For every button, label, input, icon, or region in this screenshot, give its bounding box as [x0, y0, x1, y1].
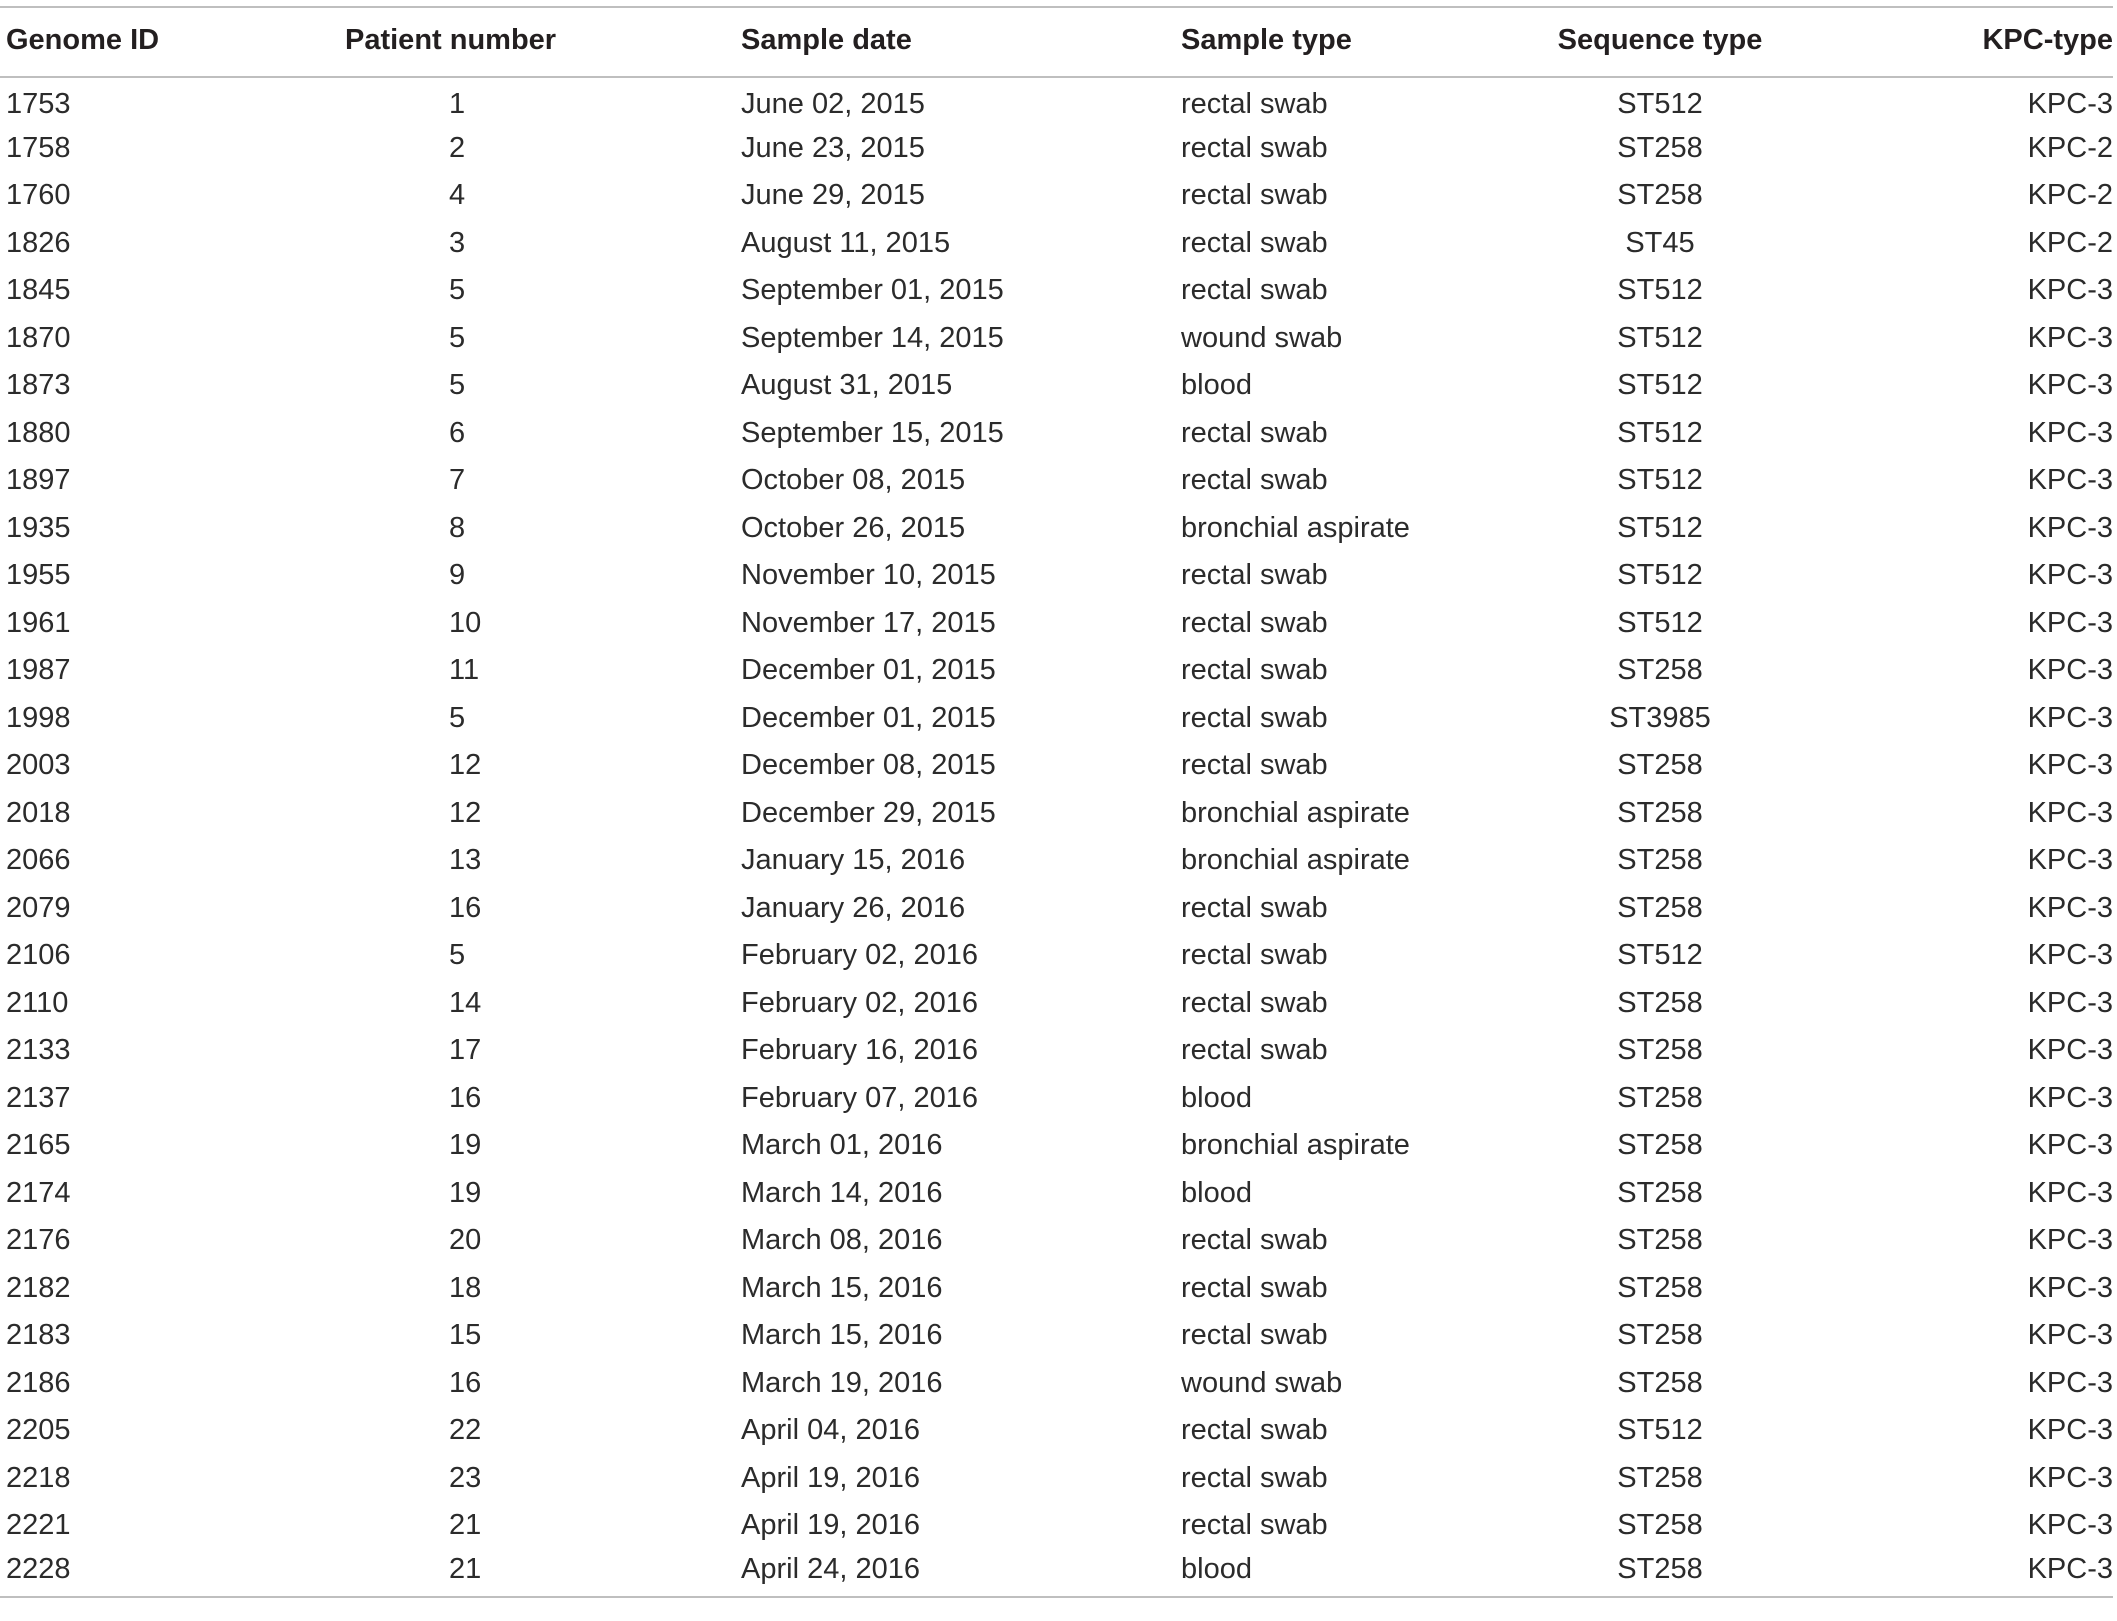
cell-sample-type: bronchial aspirate [1181, 511, 1410, 544]
cell-kpc-type: KPC-3 [2027, 369, 2113, 402]
cell-sample-date: April 24, 2016 [741, 1553, 920, 1586]
cell-sequence-type: ST512 [1617, 464, 1703, 497]
table-row [0, 315, 2113, 363]
cell-kpc-type: KPC-3 [2027, 1224, 2113, 1257]
cell-sample-type: rectal swab [1181, 1271, 1328, 1304]
cell-sample-type: blood [1181, 369, 1252, 402]
cell-genome-id: 1955 [6, 559, 71, 592]
cell-sample-date: February 16, 2016 [741, 1034, 978, 1067]
cell-sample-type: rectal swab [1181, 179, 1328, 212]
cell-kpc-type: KPC-3 [2027, 891, 2113, 924]
cell-sequence-type: ST258 [1617, 1224, 1703, 1257]
cell-sample-type: rectal swab [1181, 939, 1328, 972]
cell-patient-number: 6 [449, 416, 466, 449]
column-header-kpc-type: KPC-type [1982, 23, 2113, 56]
cell-sequence-type: ST512 [1617, 511, 1703, 544]
cell-patient-number: 23 [449, 1461, 482, 1494]
cell-sequence-type: ST258 [1617, 796, 1703, 829]
cell-sequence-type: ST512 [1617, 321, 1703, 354]
cell-genome-id: 2186 [6, 1366, 71, 1399]
table-row [0, 1170, 2113, 1218]
cell-sample-date: March 14, 2016 [741, 1176, 943, 1209]
table-row [0, 1217, 2113, 1265]
cell-sample-date: June 02, 2015 [741, 87, 925, 120]
cell-sequence-type: ST258 [1617, 1461, 1703, 1494]
cell-genome-id: 1897 [6, 464, 71, 497]
cell-patient-number: 17 [449, 1034, 482, 1067]
table-row [0, 1027, 2113, 1075]
table-row [0, 362, 2113, 410]
table-row [0, 220, 2113, 268]
cell-sample-date: March 15, 2016 [741, 1271, 943, 1304]
cell-sample-type: rectal swab [1181, 891, 1328, 924]
cell-sample-type: rectal swab [1181, 131, 1328, 164]
cell-sample-date: April 19, 2016 [741, 1461, 920, 1494]
table-row [0, 457, 2113, 505]
cell-sample-date: December 29, 2015 [741, 796, 996, 829]
cell-genome-id: 2205 [6, 1414, 71, 1447]
cell-sequence-type: ST258 [1617, 179, 1703, 212]
cell-sequence-type: ST3985 [1609, 701, 1711, 734]
cell-sample-date: March 01, 2016 [741, 1129, 943, 1162]
cell-kpc-type: KPC-2 [2027, 131, 2113, 164]
cell-kpc-type: KPC-3 [2027, 559, 2113, 592]
cell-kpc-type: KPC-3 [2027, 1366, 2113, 1399]
cell-genome-id: 2183 [6, 1319, 71, 1352]
column-header-sample-type: Sample type [1181, 23, 1352, 56]
cell-patient-number: 16 [449, 1081, 482, 1114]
table-row [0, 410, 2113, 458]
cell-sample-date: January 15, 2016 [741, 844, 966, 877]
cell-sample-type: rectal swab [1181, 226, 1328, 259]
cell-patient-number: 22 [449, 1414, 482, 1447]
cell-sample-type: bronchial aspirate [1181, 844, 1410, 877]
cell-kpc-type: KPC-3 [2027, 1176, 2113, 1209]
table-row [0, 505, 2113, 553]
cell-kpc-type: KPC-3 [2027, 1414, 2113, 1447]
column-header-sample-date: Sample date [741, 23, 912, 56]
cell-patient-number: 5 [449, 369, 466, 402]
cell-patient-number: 5 [449, 939, 466, 972]
cell-genome-id: 1845 [6, 274, 71, 307]
cell-sample-date: February 07, 2016 [741, 1081, 978, 1114]
cell-kpc-type: KPC-3 [2027, 796, 2113, 829]
cell-sample-date: March 08, 2016 [741, 1224, 943, 1257]
cell-patient-number: 21 [449, 1553, 482, 1586]
cell-sequence-type: ST258 [1617, 1034, 1703, 1067]
cell-sample-type: rectal swab [1181, 1319, 1328, 1352]
cell-genome-id: 2110 [6, 986, 69, 1019]
table-row [0, 552, 2113, 600]
cell-sequence-type: ST258 [1617, 1176, 1703, 1209]
table-row [0, 1502, 2113, 1550]
cell-sample-type: rectal swab [1181, 606, 1328, 639]
cell-sample-date: June 23, 2015 [741, 131, 925, 164]
column-header-genome-id: Genome ID [6, 23, 160, 56]
cell-sequence-type: ST258 [1617, 986, 1703, 1019]
cell-genome-id: 1873 [6, 369, 71, 402]
cell-sample-type: blood [1181, 1081, 1252, 1114]
cell-genome-id: 1998 [6, 701, 71, 734]
cell-patient-number: 19 [449, 1176, 482, 1209]
cell-kpc-type: KPC-3 [2027, 1461, 2113, 1494]
cell-genome-id: 2137 [6, 1081, 71, 1114]
table-row [0, 1075, 2113, 1123]
table-row [0, 600, 2113, 648]
column-header-sequence-type: Sequence type [1557, 23, 1763, 56]
cell-sample-type: bronchial aspirate [1181, 1129, 1410, 1162]
cell-sample-date: April 19, 2016 [741, 1509, 920, 1542]
cell-sample-type: wound swab [1181, 321, 1343, 354]
cell-patient-number: 21 [449, 1509, 482, 1542]
cell-patient-number: 5 [449, 321, 466, 354]
cell-kpc-type: KPC-3 [2027, 274, 2113, 307]
cell-kpc-type: KPC-3 [2027, 321, 2113, 354]
cell-kpc-type: KPC-3 [2027, 87, 2113, 120]
table-row [0, 1360, 2113, 1408]
table-header [0, 7, 2113, 77]
cell-sample-type: rectal swab [1181, 416, 1328, 449]
cell-sample-type: rectal swab [1181, 1509, 1328, 1542]
cell-genome-id: 1870 [6, 321, 71, 354]
cell-sequence-type: ST258 [1617, 1081, 1703, 1114]
cell-sample-date: August 11, 2015 [741, 226, 951, 259]
cell-kpc-type: KPC-3 [2027, 464, 2113, 497]
cell-sample-type: rectal swab [1181, 1034, 1328, 1067]
cell-patient-number: 15 [449, 1319, 482, 1352]
cell-patient-number: 16 [449, 1366, 482, 1399]
cell-patient-number: 13 [449, 844, 482, 877]
cell-patient-number: 12 [449, 749, 482, 782]
cell-sample-type: rectal swab [1181, 464, 1328, 497]
cell-kpc-type: KPC-3 [2027, 701, 2113, 734]
cell-patient-number: 12 [449, 796, 482, 829]
cell-sample-date: September 15, 2015 [741, 416, 1004, 449]
table-row [0, 125, 2113, 173]
cell-patient-number: 5 [449, 274, 466, 307]
cell-kpc-type: KPC-3 [2027, 939, 2113, 972]
cell-patient-number: 11 [449, 654, 480, 687]
cell-patient-number: 2 [449, 131, 466, 164]
cell-patient-number: 3 [449, 226, 466, 259]
cell-sample-date: October 26, 2015 [741, 511, 966, 544]
cell-patient-number: 1 [449, 87, 466, 120]
table-row [0, 172, 2113, 220]
cell-sample-date: December 08, 2015 [741, 749, 996, 782]
cell-patient-number: 19 [449, 1129, 482, 1162]
cell-patient-number: 18 [449, 1271, 482, 1304]
cell-sample-date: December 01, 2015 [741, 654, 996, 687]
cell-sample-type: rectal swab [1181, 701, 1328, 734]
cell-sequence-type: ST512 [1617, 1414, 1703, 1447]
cell-kpc-type: KPC-3 [2027, 1034, 2113, 1067]
cell-sample-type: wound swab [1181, 1366, 1343, 1399]
cell-genome-id: 2165 [6, 1129, 71, 1162]
table-row [0, 267, 2113, 315]
cell-sample-type: rectal swab [1181, 1414, 1328, 1447]
cell-genome-id: 2182 [6, 1271, 71, 1304]
cell-sequence-type: ST512 [1617, 369, 1703, 402]
cell-kpc-type: KPC-3 [2027, 606, 2113, 639]
cell-sequence-type: ST258 [1617, 891, 1703, 924]
cell-kpc-type: KPC-3 [2027, 416, 2113, 449]
cell-genome-id: 2176 [6, 1224, 71, 1257]
cell-sequence-type: ST512 [1617, 416, 1703, 449]
cell-sample-type: rectal swab [1181, 986, 1328, 1019]
cell-genome-id: 2106 [6, 939, 71, 972]
cell-genome-id: 2079 [6, 891, 71, 924]
cell-sequence-type: ST258 [1617, 654, 1703, 687]
cell-sequence-type: ST258 [1617, 844, 1703, 877]
cell-kpc-type: KPC-3 [2027, 1509, 2113, 1542]
cell-sample-type: rectal swab [1181, 749, 1328, 782]
cell-patient-number: 10 [449, 606, 482, 639]
cell-kpc-type: KPC-3 [2027, 749, 2113, 782]
table-row [0, 77, 2113, 125]
cell-kpc-type: KPC-3 [2027, 1553, 2113, 1586]
table-row [0, 1407, 2113, 1455]
cell-sample-date: March 19, 2016 [741, 1366, 943, 1399]
cell-sample-type: rectal swab [1181, 1224, 1328, 1257]
cell-sample-type: rectal swab [1181, 559, 1328, 592]
cell-kpc-type: KPC-3 [2027, 1271, 2113, 1304]
cell-patient-number: 9 [449, 559, 466, 592]
cell-kpc-type: KPC-3 [2027, 1081, 2113, 1114]
column-header-patient-number: Patient number [345, 23, 557, 56]
cell-genome-id: 1826 [6, 226, 71, 259]
cell-sample-type: bronchial aspirate [1181, 796, 1410, 829]
genome-table-container [0, 6, 2113, 1598]
cell-sample-type: blood [1181, 1176, 1252, 1209]
genome-table [0, 6, 2113, 1598]
cell-sequence-type: ST258 [1617, 1271, 1703, 1304]
table-row [0, 885, 2113, 933]
cell-sequence-type: ST512 [1617, 559, 1703, 592]
header-row [0, 7, 2113, 77]
cell-sample-type: blood [1181, 1553, 1252, 1586]
cell-patient-number: 16 [449, 891, 482, 924]
cell-sequence-type: ST258 [1617, 1129, 1703, 1162]
table-row [0, 1312, 2113, 1360]
cell-kpc-type: KPC-2 [2027, 226, 2113, 259]
cell-kpc-type: KPC-3 [2027, 1319, 2113, 1352]
cell-genome-id: 1961 [6, 606, 71, 639]
table-row [0, 1265, 2113, 1313]
cell-sample-date: December 01, 2015 [741, 701, 996, 734]
cell-kpc-type: KPC-3 [2027, 844, 2113, 877]
cell-sample-date: February 02, 2016 [741, 939, 978, 972]
cell-sample-date: September 14, 2015 [741, 321, 1004, 354]
cell-patient-number: 20 [449, 1224, 482, 1257]
cell-kpc-type: KPC-3 [2027, 654, 2113, 687]
table-row [0, 790, 2113, 838]
cell-patient-number: 4 [449, 179, 466, 212]
cell-genome-id: 1935 [6, 511, 71, 544]
table-row [0, 1455, 2113, 1503]
cell-genome-id: 2018 [6, 796, 71, 829]
cell-sequence-type: ST512 [1617, 606, 1703, 639]
cell-genome-id: 1880 [6, 416, 71, 449]
cell-sample-date: June 29, 2015 [741, 179, 925, 212]
cell-genome-id: 2174 [6, 1176, 71, 1209]
cell-sequence-type: ST258 [1617, 1366, 1703, 1399]
cell-genome-id: 2003 [6, 749, 71, 782]
cell-sequence-type: ST258 [1617, 131, 1703, 164]
cell-patient-number: 8 [449, 511, 466, 544]
cell-sample-date: January 26, 2016 [741, 891, 966, 924]
cell-sample-date: November 10, 2015 [741, 559, 996, 592]
cell-patient-number: 5 [449, 701, 466, 734]
cell-patient-number: 7 [449, 464, 466, 497]
table-row [0, 695, 2113, 743]
cell-genome-id: 1753 [6, 87, 71, 120]
cell-genome-id: 2228 [6, 1553, 71, 1586]
cell-sample-date: April 04, 2016 [741, 1414, 920, 1447]
cell-sample-date: October 08, 2015 [741, 464, 966, 497]
cell-sample-date: March 15, 2016 [741, 1319, 943, 1352]
cell-sequence-type: ST512 [1617, 274, 1703, 307]
cell-sequence-type: ST512 [1617, 87, 1703, 120]
cell-sequence-type: ST258 [1617, 1319, 1703, 1352]
table-body [0, 77, 2113, 1597]
cell-sample-type: rectal swab [1181, 87, 1328, 120]
cell-sequence-type: ST512 [1617, 939, 1703, 972]
table-row [0, 647, 2113, 695]
cell-sequence-type: ST258 [1617, 1553, 1703, 1586]
cell-sample-date: November 17, 2015 [741, 606, 996, 639]
cell-kpc-type: KPC-3 [2027, 986, 2113, 1019]
cell-sequence-type: ST258 [1617, 749, 1703, 782]
cell-genome-id: 1758 [6, 131, 71, 164]
table-row [0, 1122, 2113, 1170]
cell-sample-type: rectal swab [1181, 1461, 1328, 1494]
cell-sample-date: September 01, 2015 [741, 274, 1004, 307]
cell-kpc-type: KPC-3 [2027, 1129, 2113, 1162]
cell-kpc-type: KPC-3 [2027, 511, 2113, 544]
cell-patient-number: 14 [449, 986, 482, 1019]
table-row [0, 837, 2113, 885]
cell-genome-id: 2221 [6, 1509, 71, 1542]
cell-sample-date: February 02, 2016 [741, 986, 978, 1019]
cell-sample-type: rectal swab [1181, 274, 1328, 307]
cell-sample-date: August 31, 2015 [741, 369, 953, 402]
cell-genome-id: 2066 [6, 844, 71, 877]
table-row [0, 1550, 2113, 1598]
cell-genome-id: 1987 [6, 654, 71, 687]
cell-sample-type: rectal swab [1181, 654, 1328, 687]
cell-genome-id: 1760 [6, 179, 71, 212]
cell-genome-id: 2133 [6, 1034, 71, 1067]
cell-genome-id: 2218 [6, 1461, 71, 1494]
table-row [0, 932, 2113, 980]
table-row [0, 980, 2113, 1028]
cell-kpc-type: KPC-2 [2027, 179, 2113, 212]
cell-sequence-type: ST258 [1617, 1509, 1703, 1542]
table-row [0, 742, 2113, 790]
cell-sequence-type: ST45 [1625, 226, 1695, 259]
